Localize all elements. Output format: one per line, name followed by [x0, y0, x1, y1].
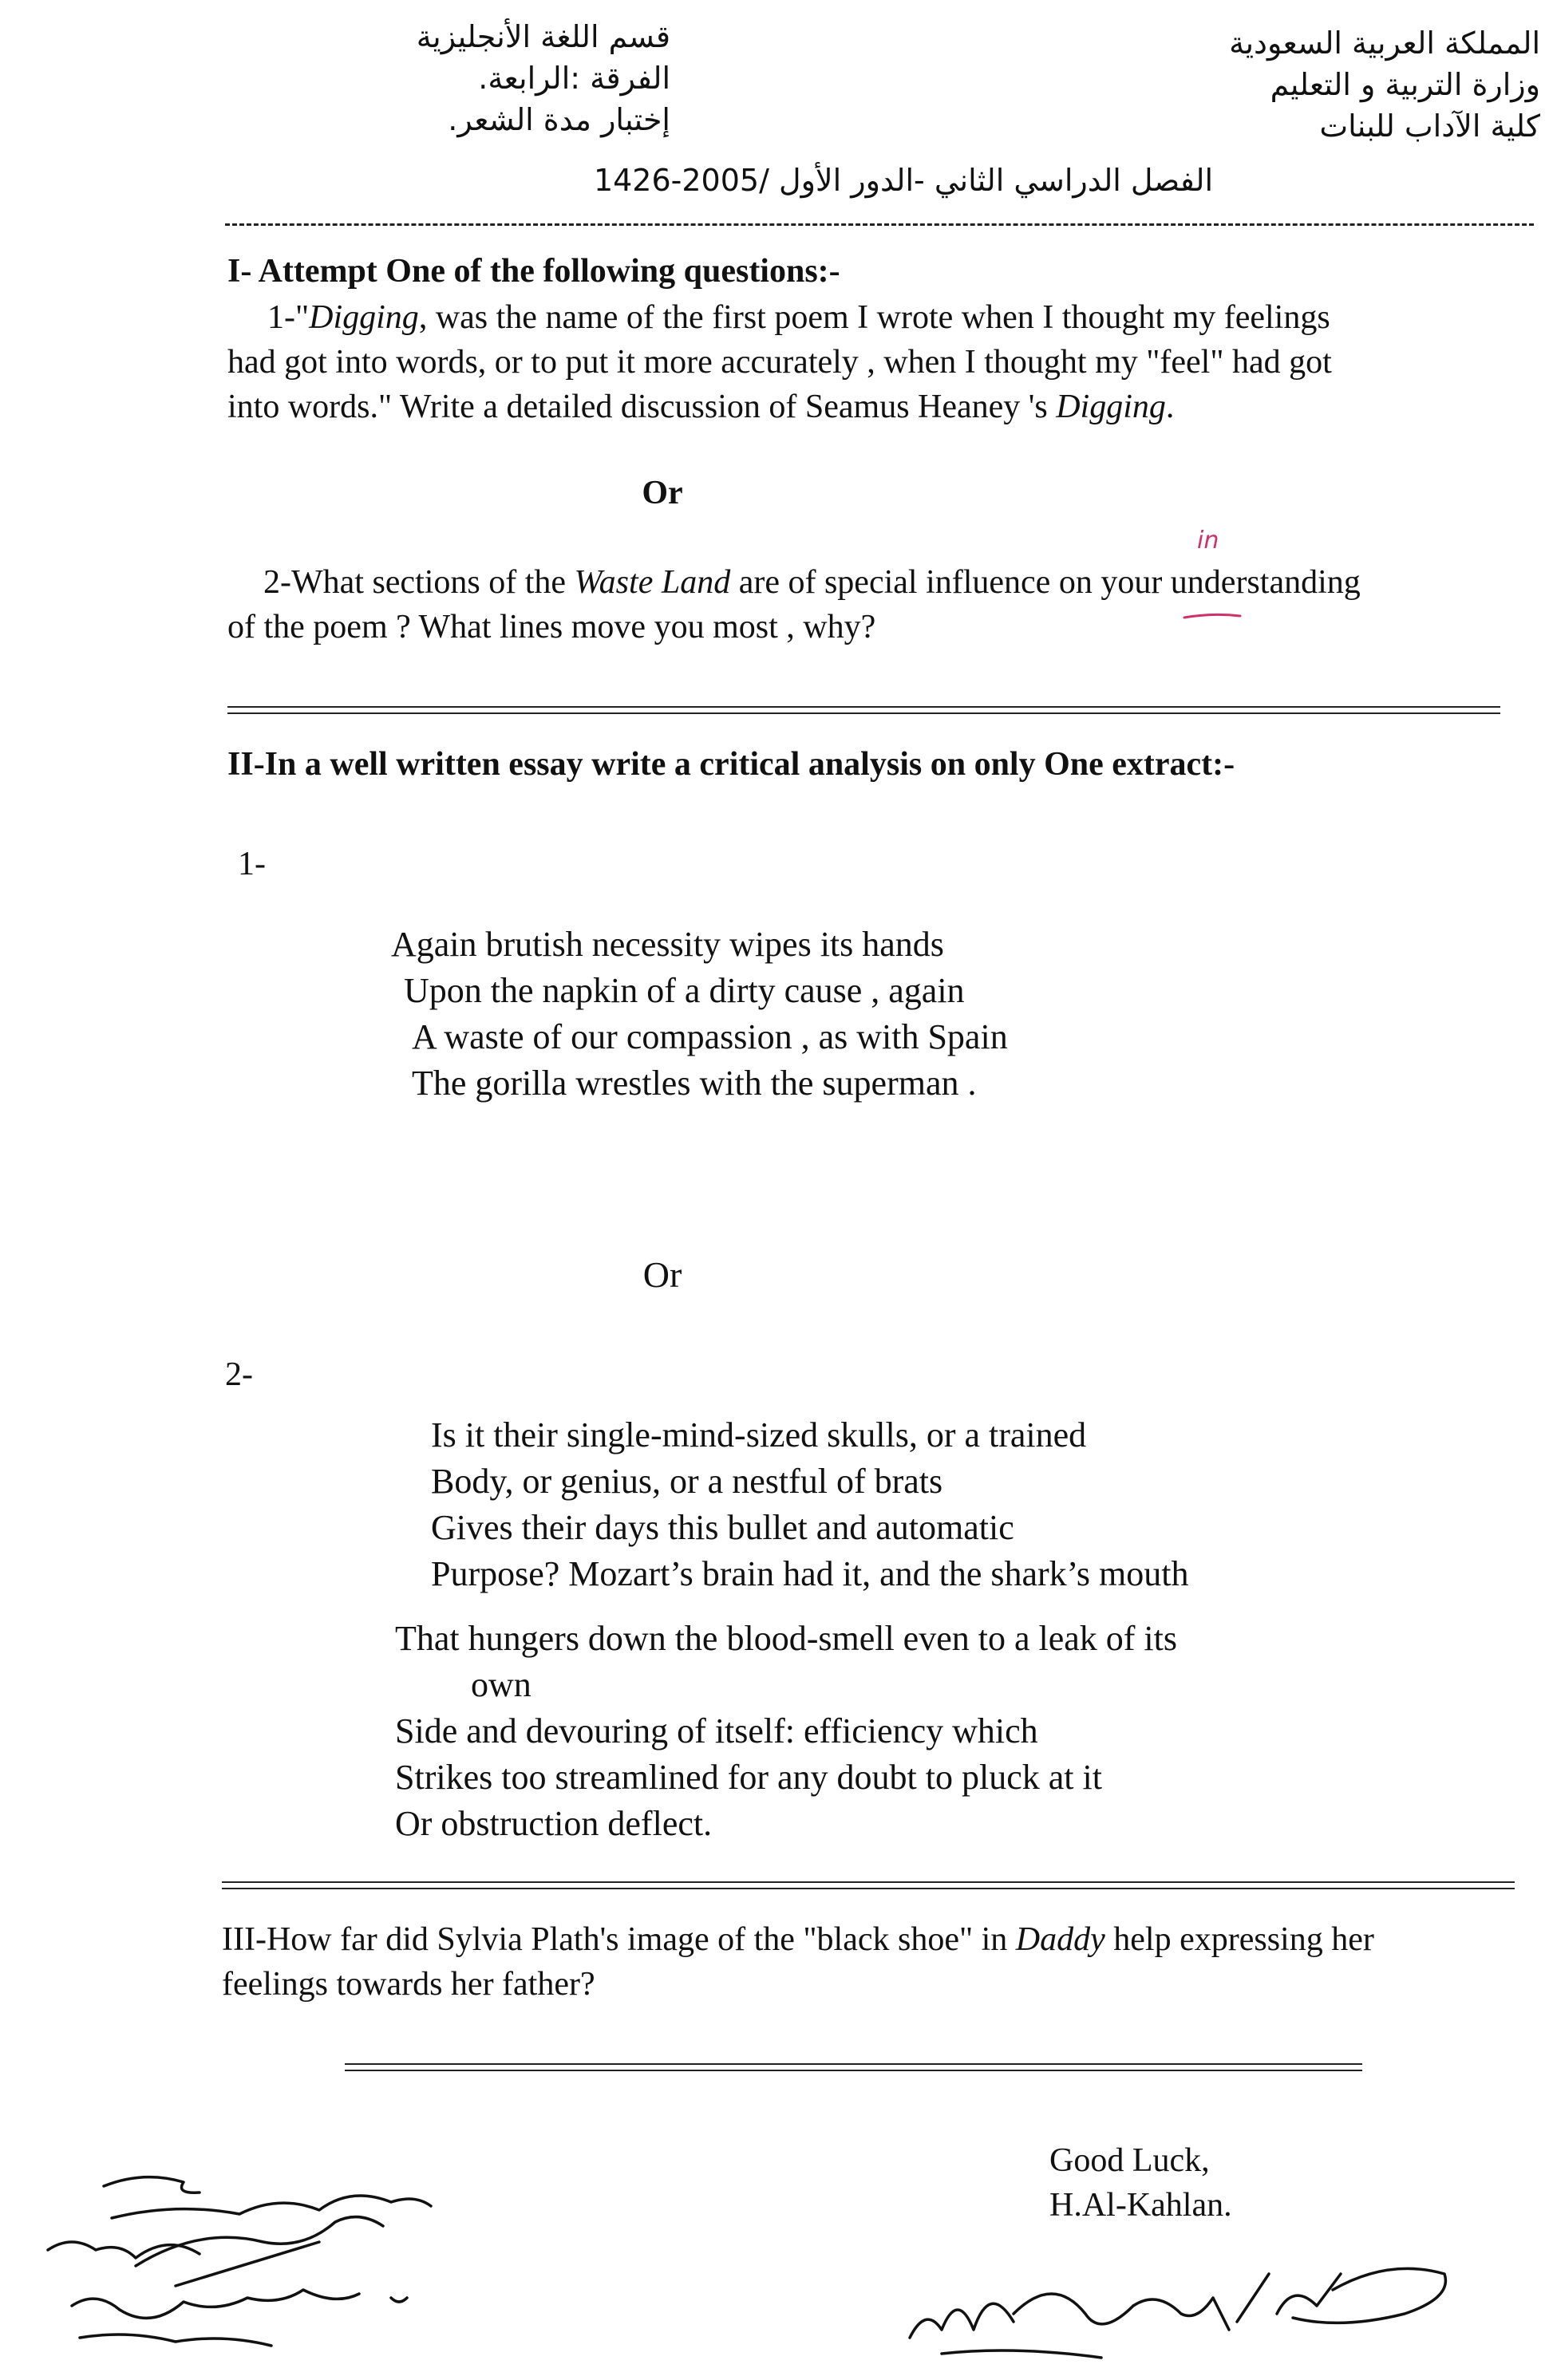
extract-1-line-4: The gorilla wrestles with the superman . [412, 1064, 977, 1103]
header-right-line-2: وزارة التربية و التعليم [1270, 67, 1540, 102]
q1-line3-start: into words." Write a detailed discussion of Seamus Heaney 's [227, 389, 1057, 425]
extract-2b-line-2: own [471, 1665, 531, 1704]
extract-2a-line-1: Is it their single-mind-sized skulls, or a trained [431, 1415, 1087, 1454]
extract-2-stanza-a [431, 1412, 1188, 1597]
closing-block [1049, 2138, 1232, 2228]
q1-line3-title: Digging [1056, 389, 1166, 425]
header-left-line-3: إختبار مدة الشعر. [448, 102, 670, 137]
q1-prefix: 1-" [267, 299, 310, 336]
extract-1-line-2: Upon the napkin of a dirty cause , again [404, 971, 965, 1010]
extract-2b-line-1: That hungers down the blood-smell even to a leak of its [395, 1619, 1177, 1658]
s3-line1-title: Daddy [1015, 1921, 1105, 1958]
extract-1-number: 1- [238, 846, 266, 882]
header-term-line: الفصل الدراسي الثاني -الدور الأول /2005-1426 [593, 163, 1213, 198]
header-divider [225, 223, 1534, 226]
signature-left-handwritten [16, 2146, 463, 2370]
section3-divider [345, 2063, 1362, 2071]
q2-annotation-underline [1181, 606, 1245, 630]
question-1-line-2: had got into words, or to put it more accurately , when I thought my "feel" had got [227, 344, 1332, 381]
question-1-line-3 [227, 385, 1174, 429]
q2-line1-title: Waste Land [574, 564, 731, 601]
extract-2b-line-4: Strikes too streamlined for any doubt to pluck at it [395, 1758, 1102, 1797]
question-2-line-2: of the poem ? What lines move you most , why? [227, 609, 876, 645]
q2-handwritten-annotation: in [1197, 527, 1219, 555]
header-left-block [335, 16, 670, 140]
section2-or: Or [642, 1254, 682, 1295]
header-left-line-2: الفرقة :الرابعة. [478, 61, 670, 96]
q2-line1-start: 2-What sections of the [263, 564, 575, 601]
section2-divider [222, 1881, 1515, 1889]
section1-divider [227, 706, 1500, 714]
extract-1-line-1: Again brutish necessity wipes its hands [391, 925, 944, 964]
extract-2b-line-5: Or obstruction deflect. [395, 1804, 713, 1843]
header-right-line-3: كلية الآداب للبنات [1319, 109, 1540, 144]
s3-line1-end: help expressing her [1104, 1921, 1374, 1958]
q1-line1-rest: , was the name of the first poem I wrote when I thought my feelings [418, 299, 1330, 336]
extract-2a-line-2: Body, or genius, or a nestful of brats [431, 1462, 943, 1501]
extract-2-stanza-b [395, 1616, 1177, 1847]
extract-2a-line-3: Gives their days this bullet and automatic [431, 1508, 1014, 1547]
section3-line-1 [222, 1917, 1374, 1962]
header-right-block [1093, 22, 1540, 147]
extract-2-number: 2- [225, 1356, 253, 1393]
header-right-line-1: المملكة العربية السعودية [1229, 26, 1540, 61]
closing-author: H.Al-Kahlan. [1049, 2187, 1232, 2224]
question-2-line-1 [263, 560, 1361, 605]
extract-2b-line-3: Side and devouring of itself: efficiency which [395, 1711, 1038, 1750]
q2-line1-end: are of special influence on your understanding [730, 564, 1361, 601]
extract-1-line-3: A waste of our compassion , as with Spain [412, 1017, 1008, 1056]
closing-good-luck: Good Luck, [1049, 2142, 1210, 2179]
section1-or: Or [642, 475, 683, 511]
signature-right-handwritten [894, 2242, 1460, 2378]
extract-1-poem [391, 922, 1008, 1107]
section3-line-2: feelings towards her father? [222, 1966, 595, 2003]
extract-2a-line-4: Purpose? Mozart’s brain had it, and the shark’s mouth [431, 1554, 1189, 1593]
q1-title: Digging [309, 299, 419, 336]
section1-heading: I- Attempt One of the following questions:- [227, 253, 840, 290]
q1-line3-end: . [1165, 389, 1175, 425]
section2-heading: II-In a well written essay write a critical analysis on only One extract:- [227, 746, 1235, 783]
header-left-line-1: قسم اللغة الأنجليزية [416, 19, 670, 54]
question-1-line-1 [267, 295, 1330, 340]
s3-line1-start: III-How far did Sylvia Plath's image of the "black shoe" in [222, 1921, 1016, 1958]
